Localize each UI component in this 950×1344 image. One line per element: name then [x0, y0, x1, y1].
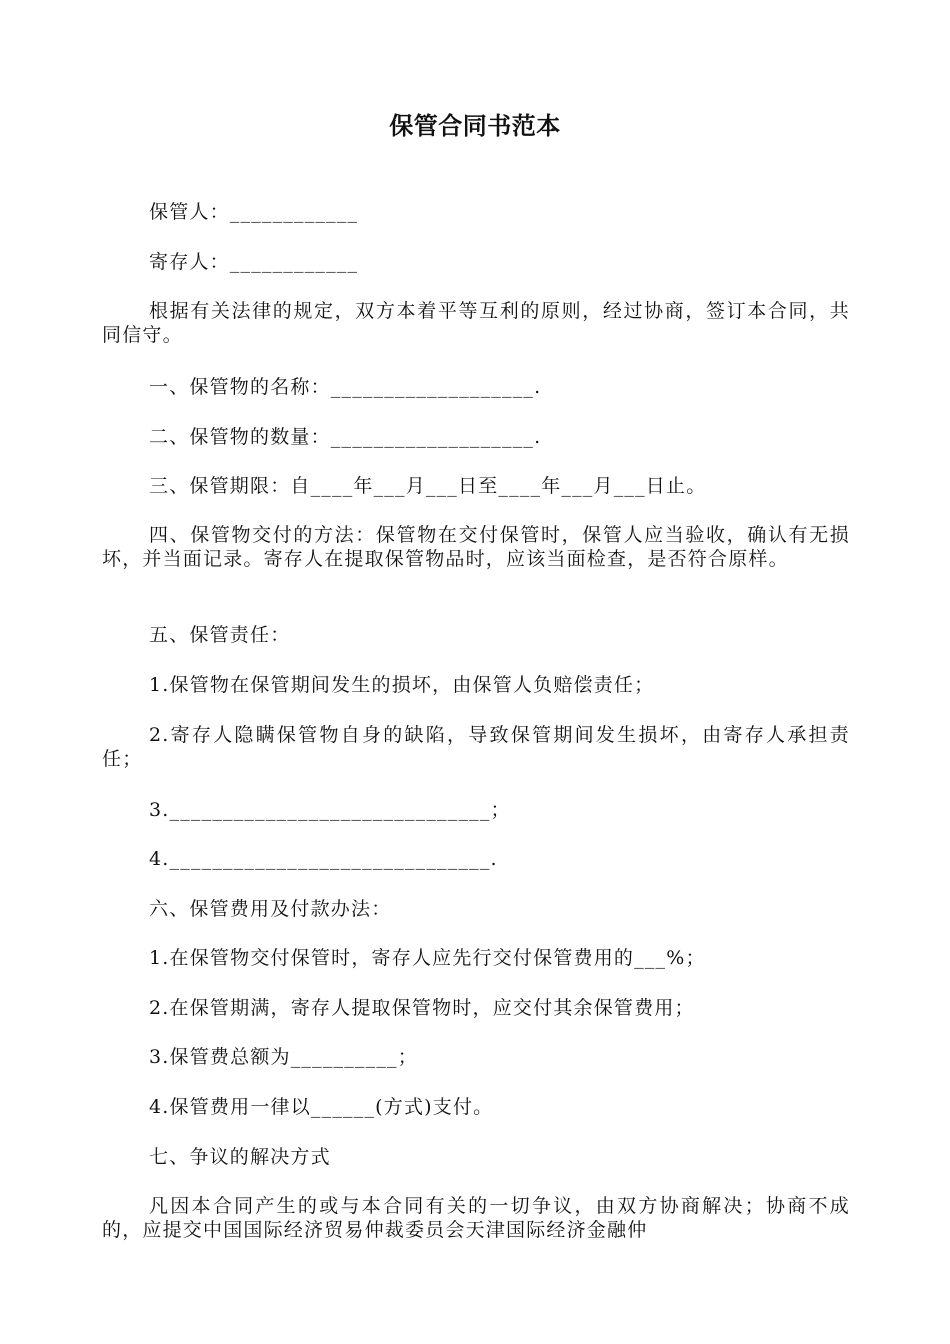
clause-fees-heading: 六、保管费用及付款办法： — [149, 898, 392, 920]
dispute-paragraph: 凡因本合同产生的或与本合同有关的一切争议，由双方协商解决；协商不成的，应提交中国国际经济贸易仲裁委员会天津国际经济金融仲 — [102, 1195, 850, 1241]
fees-item-3: 3.保管费总额为__________； — [149, 1046, 418, 1068]
responsibility-item-2: 2.寄存人隐瞒保管物自身的缺陷，导致保管期间发生损坏，由寄存人承担责任； — [102, 724, 850, 770]
responsibility-item-1: 1.保管物在保管期间发生的损坏，由保管人负赔偿责任； — [149, 674, 655, 696]
clause-item-quantity: 二、保管物的数量：___________________. — [149, 426, 542, 448]
clause-delivery-method: 四、保管物交付的方法：保管物在交付保管时，保管人应当验收，确认有无损坏，并当面记录。寄存人在提取保管物品时，应该当面检查，是否符合原样。 — [102, 524, 850, 570]
clause-dispute-heading: 七、争议的解决方式 — [149, 1146, 331, 1168]
responsibility-item-3: 3.______________________________； — [149, 799, 511, 821]
fees-item-4: 4.保管费用一律以______(方式)支付。 — [149, 1096, 494, 1118]
custodian-line: 保管人：____________ — [149, 201, 359, 223]
clause-responsibility-heading: 五、保管责任： — [149, 624, 291, 646]
preamble-paragraph: 根据有关法律的规定，双方本着平等互利的原则，经过协商，签订本合同，共同信守。 — [102, 300, 850, 346]
fees-item-2: 2.在保管期满，寄存人提取保管物时，应交付其余保管费用； — [149, 997, 695, 1019]
clause-storage-period: 三、保管期限：自____年___月___日至____年___月___日止。 — [149, 475, 707, 497]
depositor-line: 寄存人：____________ — [149, 251, 359, 273]
clause-item-name: 一、保管物的名称：___________________. — [149, 376, 542, 398]
responsibility-item-4: 4.______________________________. — [149, 848, 498, 870]
document-title: 保管合同书范本 — [389, 112, 561, 140]
fees-item-1: 1.在保管物交付保管时，寄存人应先行交付保管费用的___%； — [149, 947, 706, 969]
